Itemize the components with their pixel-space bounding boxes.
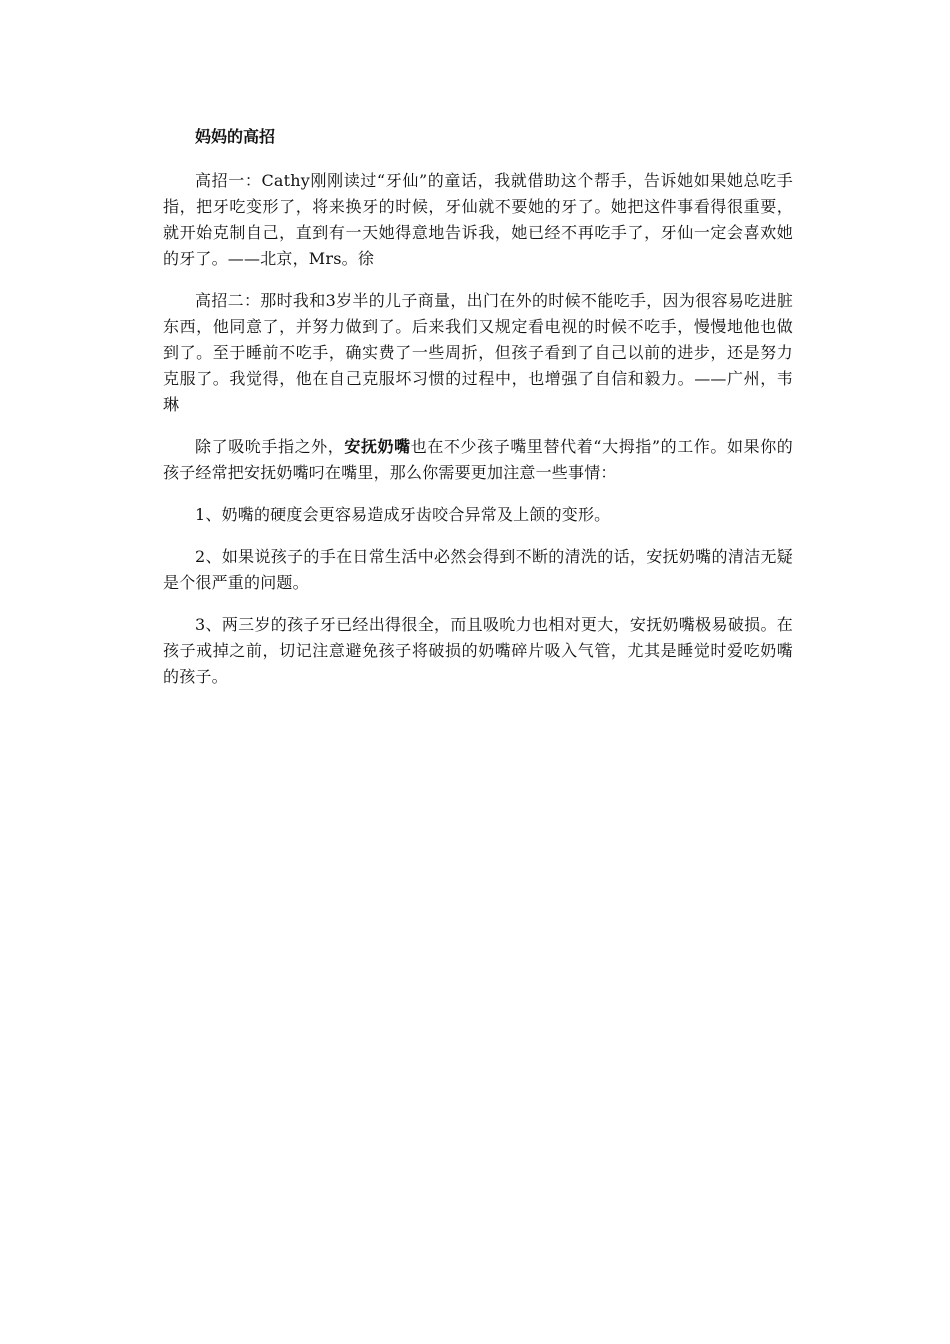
tip-one-paragraph: 高招一：Cathy刚刚读过“牙仙”的童话，我就借助这个帮手，告诉她如果她总吃手指，把牙吃变形了，将来换牙的时候，牙仙就不要她的牙了。她把这件事看得很重要，就开始克制自己，直到有一天她得意地告诉我，她已经不再吃手了，牙仙一定会喜欢她的牙了。——北京，Mrs。徐 [163,171,793,268]
document-title: 妈妈的高招 [195,127,276,146]
pacifier-keyword: 安抚奶嘴 [344,437,411,456]
point-one-paragraph: 1、奶嘴的硬度会更容易造成牙齿咬合异常及上颌的变形。 [195,505,611,524]
pacifier-intro-before: 除了吸吮手指之外， [195,437,345,456]
document-page [163,124,793,706]
pacifier-intro-paragraph [163,434,793,486]
point-two-paragraph: 2、如果说孩子的手在日常生活中必然会得到不断的清洗的话，安抚奶嘴的清洁无疑是个很严重的问题。 [163,547,793,592]
pacifier-intro-after: 也在不少孩子嘴里替代着“大拇指”的工作。如果你的孩子经常把安抚奶嘴叼在嘴里，那么你需要更加注意一些事情： [163,437,793,482]
point-three-paragraph: 3、两三岁的孩子牙已经出得很全，而且吸吮力也相对更大，安抚奶嘴极易破损。在孩子戒掉之前，切记注意避免孩子将破损的奶嘴碎片吸入气管，尤其是睡觉时爱吃奶嘴的孩子。 [163,615,793,686]
tip-two-paragraph: 高招二：那时我和3岁半的儿子商量，出门在外的时候不能吃手，因为很容易吃进脏东西，他同意了，并努力做到了。后来我们又规定看电视的时候不吃手，慢慢地他也做到了。至于睡前不吃手，确实费了一些周折，但孩子看到了自己以前的进步，还是努力克服了。我觉得，他在自己克服坏习惯的过程中，也增强了自信和毅力。——广州，韦琳 [163,291,793,414]
